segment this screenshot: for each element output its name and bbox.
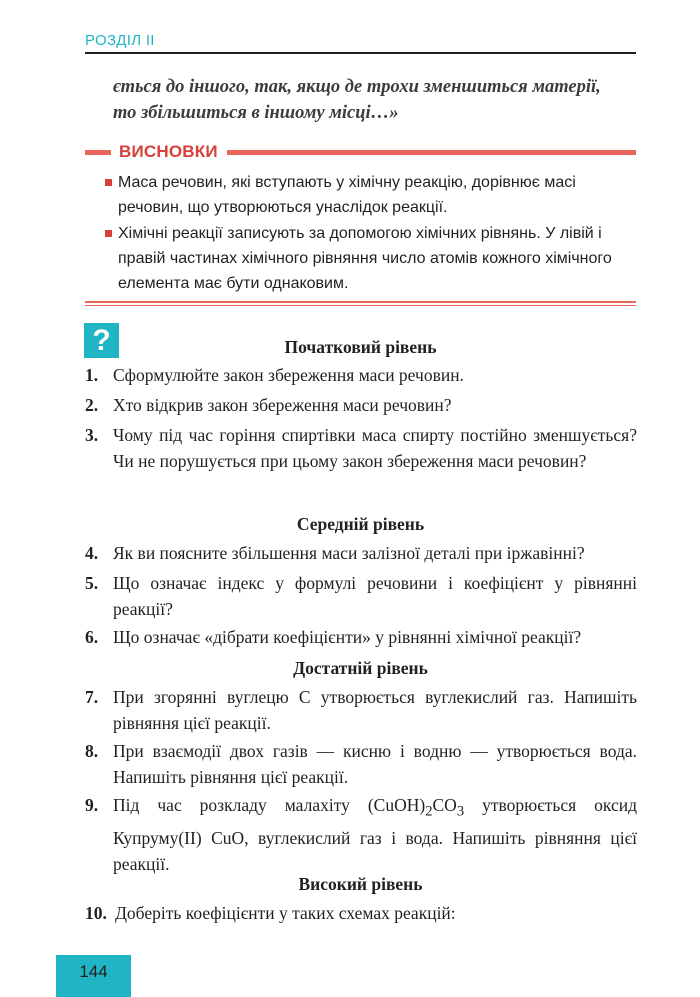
formula-subscript: 3	[456, 803, 465, 820]
question-text: Чому під час горіння спиртівки маса спирту постійно зменшується? Чи не порушується при цьому закон збереження маси речовин?	[113, 425, 637, 471]
conclusion-item	[105, 221, 635, 296]
quote-line-1: ється до іншого, так, якщо де трохи зменшиться матерії,	[113, 77, 601, 97]
question-text: При згорянні вуглецю С утворюється вуглекислий газ. Напишіть рівняння цієї реакції.	[113, 687, 637, 733]
question-text: Що означає «дібрати коефіцієнти» у рівнянні хімічної реакції?	[113, 627, 582, 647]
header-divider	[85, 52, 636, 54]
conclusions-divider-top	[85, 301, 636, 303]
question-number: 3.	[85, 425, 99, 445]
question-number: 6.	[85, 627, 99, 647]
question-number: 8.	[85, 741, 99, 761]
conclusions-list	[105, 170, 635, 297]
question-number: 5.	[85, 573, 99, 593]
conclusions-title: ВИСНОВКИ	[119, 142, 218, 161]
question-text	[113, 792, 637, 877]
question-item	[85, 792, 637, 877]
question-item	[85, 570, 637, 622]
question-text-part: утворюється оксид Купруму(ІІ) CuO, вуглекислий газ і вода. Напишіть рівняння цієї реакції.	[113, 795, 637, 874]
question-item	[85, 624, 637, 650]
square-bullet-icon	[105, 230, 112, 237]
square-bullet-icon	[105, 179, 112, 186]
quote-line-2: то збільшиться в іншому місці…»	[113, 103, 399, 123]
quote-continuation	[113, 74, 638, 126]
question-item	[85, 422, 637, 474]
question-item	[85, 392, 637, 418]
level-heading-sufficient: Достатній рівень	[293, 658, 428, 678]
level-heading-intermediate: Середній рівень	[296, 514, 425, 534]
conclusion-item	[105, 170, 635, 220]
question-number: 9.	[85, 795, 99, 815]
question-text: Сформулюйте закон збереження маси речовин.	[113, 365, 464, 385]
conclusion-text: Маса речовин, які вступають у хімічну реакцію, дорівнює масі речовин, що утворюються унаслідок реакції.	[118, 174, 576, 216]
question-item	[85, 362, 637, 388]
conclusions-bar-right	[227, 150, 636, 155]
question-mark-icon: ?	[84, 323, 119, 358]
formula-subscript: 2	[425, 803, 433, 820]
conclusion-text: Хімічні реакції записують за допомогою хімічних рівнянь. У лівій і правій частинах хімічного рівняння число атомів кожного хімічного елемента має бути однаковим.	[118, 225, 612, 292]
question-number: 7.	[85, 687, 99, 707]
question-text: Доберіть коефіцієнти у таких схемах реакцій:	[115, 903, 456, 923]
conclusions-divider-bottom	[85, 305, 636, 306]
question-item	[85, 900, 637, 926]
section-label: РОЗДІЛ ІІ	[85, 32, 155, 49]
question-item	[85, 738, 637, 790]
level-heading-initial: Початковий рівень	[284, 337, 437, 357]
level-heading-high: Високий рівень	[298, 874, 423, 894]
question-text-part: CO	[432, 795, 457, 815]
question-text: Що означає індекс у формулі речовини і коефіцієнт у рівнянні реакції?	[113, 573, 637, 619]
question-text-part: Під час розкладу малахіту (CuOH)	[113, 795, 426, 815]
page-number: 144	[79, 962, 108, 981]
conclusions-bar-left	[85, 150, 111, 155]
question-item	[85, 540, 637, 566]
question-text: При взаємодії двох газів — кисню і водню — утворюється вода. Напишіть рівняння цієї реакції.	[113, 741, 637, 787]
question-number: 10.	[85, 903, 107, 923]
question-text: Хто відкрив закон збереження маси речовин?	[113, 395, 452, 415]
question-number: 4.	[85, 543, 99, 563]
question-number: 2.	[85, 395, 99, 415]
question-item	[85, 684, 637, 736]
question-number: 1.	[85, 365, 99, 385]
question-text: Як ви поясните збільшення маси залізної деталі при іржавінні?	[113, 543, 585, 563]
